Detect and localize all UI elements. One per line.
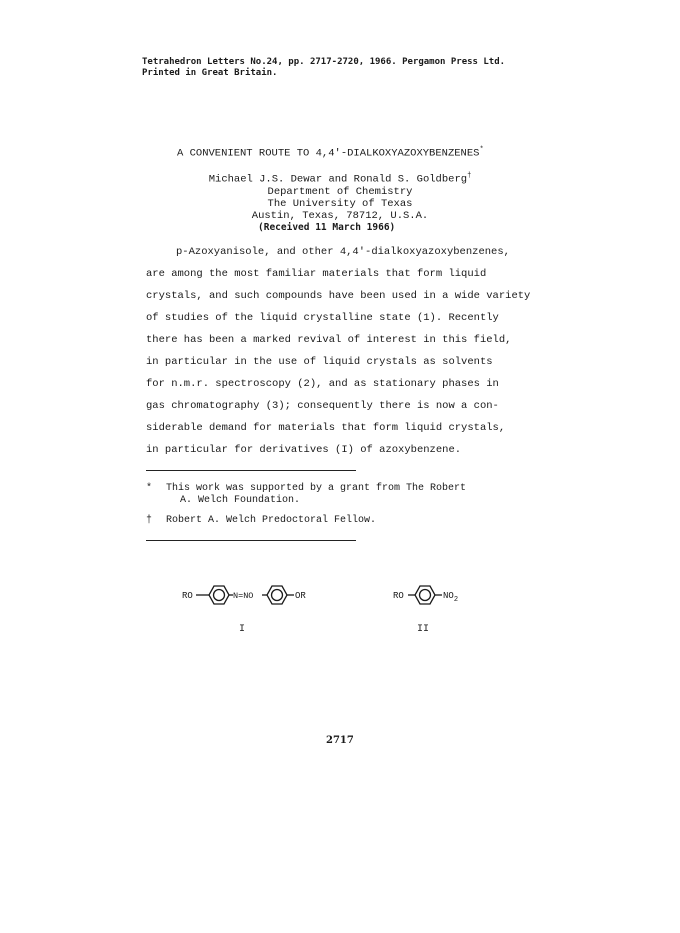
structure-i-label: I (239, 624, 246, 635)
footnote-rule-top (146, 470, 356, 471)
author-city: Austin, Texas, 78712, U.S.A. (251, 209, 429, 222)
structure-i-middle: N=NO (233, 591, 254, 601)
author-footnote-mark: † (467, 172, 472, 180)
structure-ii-right-subscript: 2 (453, 596, 459, 604)
structure-i-diagram (178, 578, 338, 618)
footnote-1-mark: * (146, 483, 153, 494)
body-line: crystals, and such compounds have been used in a wide variety (146, 290, 531, 302)
body-line: gas chromatography (3); consequently there is now a con- (146, 400, 499, 412)
footnote-1 (146, 483, 467, 495)
body-line: siderable demand for materials that form liquid crystals, (146, 422, 506, 434)
footnote-rule-bottom (146, 540, 356, 541)
aromatic-circle (214, 590, 225, 601)
footnote-1-cont: A. Welch Foundation. (180, 495, 301, 506)
structure-i-right: OR (295, 591, 306, 601)
body-line: there has been a marked revival of interest in this field, (146, 334, 512, 346)
body-line: in particular for derivatives (I) of azoxybenzene. (146, 444, 462, 456)
article-title (177, 146, 484, 160)
structure-ii-right: NO (443, 591, 454, 601)
page-number: 2717 (326, 735, 354, 746)
footnote-2-text: Robert A. Welch Predoctoral Fellow. (166, 515, 377, 526)
footnote-2 (146, 515, 377, 527)
body-line: in particular in the use of liquid crystals as solvents (146, 356, 493, 368)
article-title-text: A CONVENIENT ROUTE TO 4,4'-DIALKOXYAZOXYBENZENES (177, 147, 480, 160)
body-line: p-Azoxyanisole, and other 4,4'-dialkoxyazoxybenzenes, (176, 246, 510, 258)
body-line: for n.m.r. spectroscopy (2), and as stationary phases in (146, 378, 499, 390)
author-university: The University of Texas (267, 197, 413, 210)
structure-ii-label: II (417, 624, 430, 635)
author-department: Department of Chemistry (267, 185, 413, 198)
svg-text:NO2 (443, 591, 458, 604)
journal-header-line2: Printed in Great Britain. (142, 68, 278, 78)
benzene-ring-icon (415, 586, 435, 604)
structure-i-left: RO (182, 591, 193, 601)
structure-ii-left: RO (393, 591, 404, 601)
aromatic-circle (272, 590, 283, 601)
author-block (196, 170, 484, 222)
journal-header-line1: Tetrahedron Letters No.24, pp. 2717-2720, 1966. Pergamon Press Ltd. (142, 57, 506, 67)
received-date: (Received 11 March 1966) (258, 222, 396, 233)
benzene-ring-icon (209, 586, 229, 604)
footnote-1-text: This work was supported by a grant from The Robert (166, 483, 467, 494)
footnote-2-mark: † (146, 515, 153, 526)
benzene-ring-icon (267, 586, 287, 604)
author-names (196, 170, 484, 186)
body-line: of studies of the liquid crystalline state (1). Recently (146, 312, 499, 324)
aromatic-circle (420, 590, 431, 601)
title-footnote-mark: * (479, 146, 484, 154)
body-line: are among the most familiar materials that form liquid (146, 268, 487, 280)
structure-ii-diagram (390, 578, 500, 618)
author-names-text: Michael J.S. Dewar and Ronald S. Goldberg (208, 173, 468, 186)
